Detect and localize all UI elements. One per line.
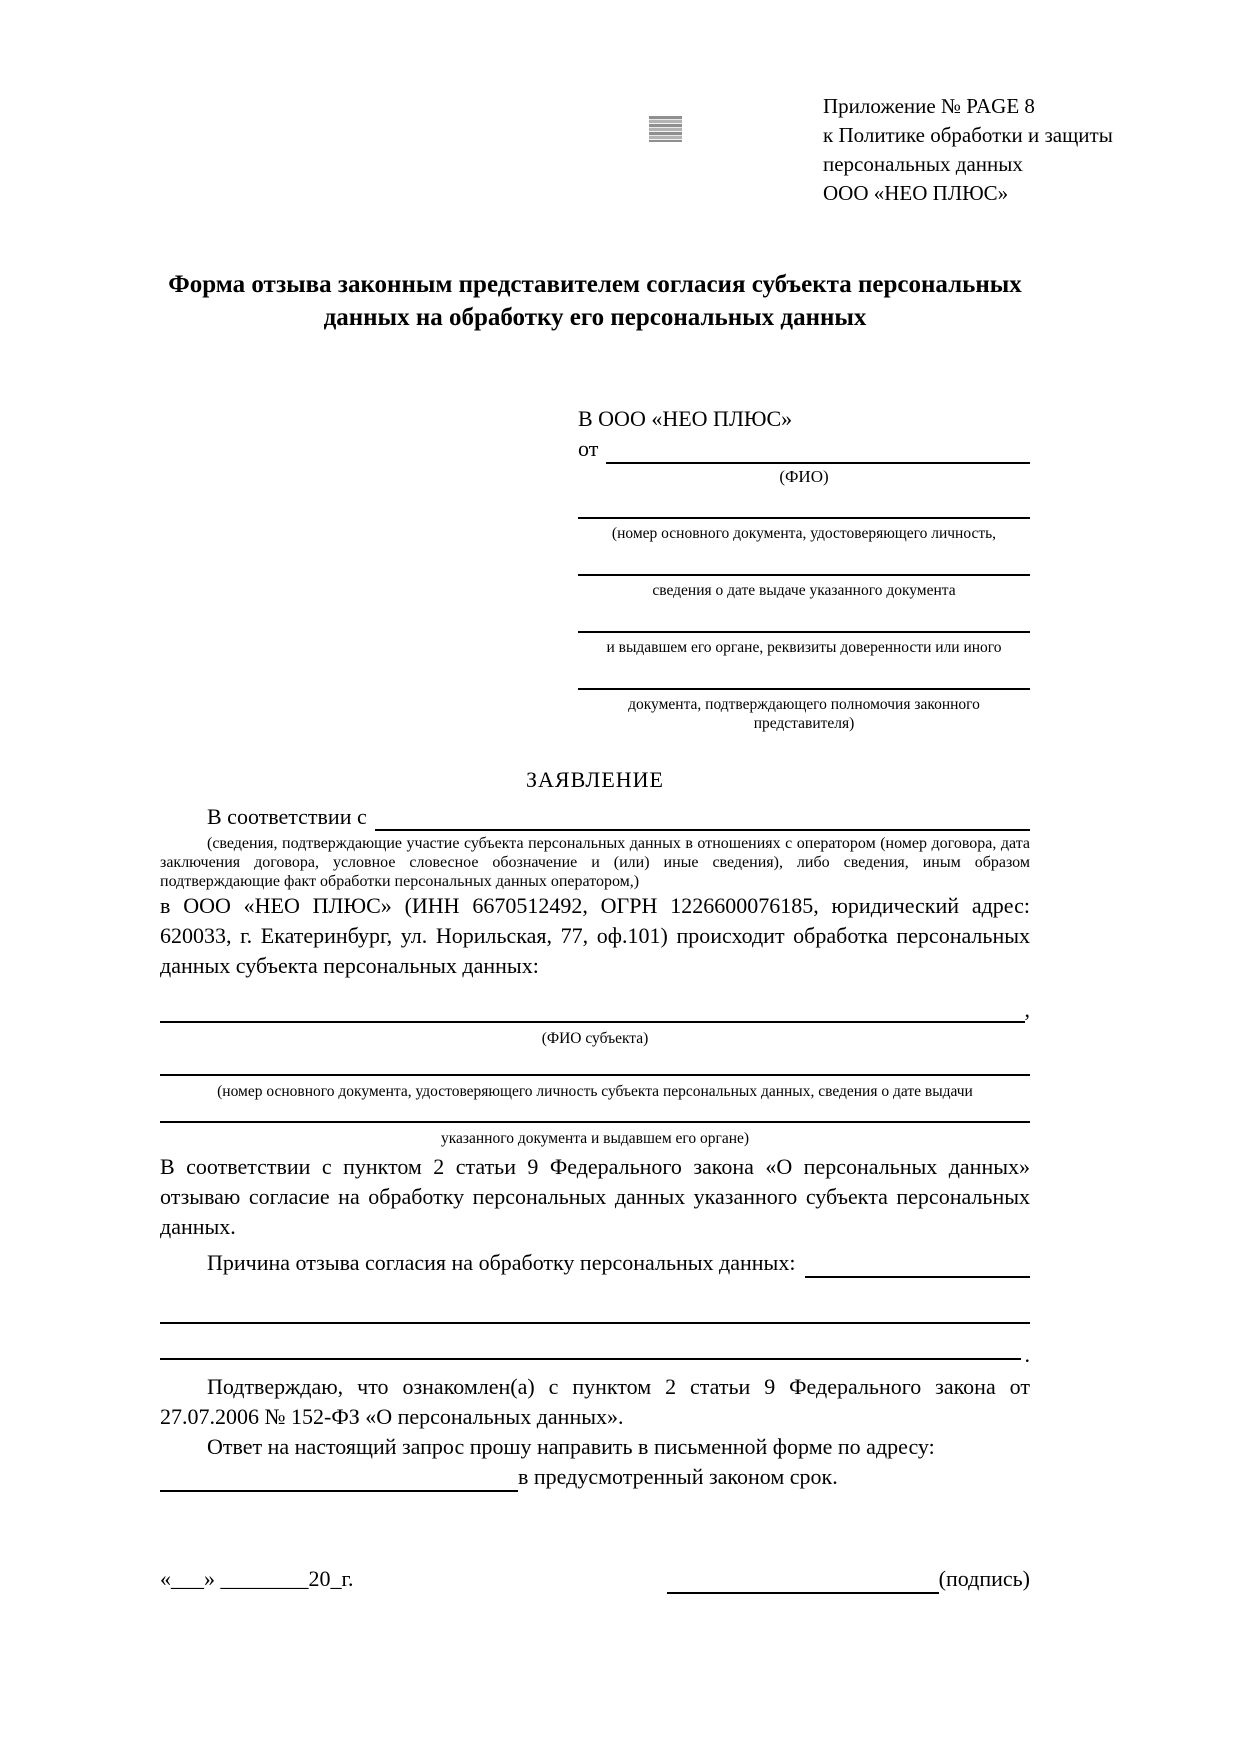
blank-line-doc-issuer	[578, 631, 1030, 633]
appendix-header-line: персональных данных	[823, 152, 1023, 176]
footer-row	[160, 1564, 1030, 1594]
blank-line-accordance	[375, 829, 1030, 831]
doc-caption-1: (номер основного документа, удостоверяющего личность,	[611, 525, 997, 542]
signature-caption: (подпись)	[938, 1566, 1030, 1591]
reply-tail: в предусмотренный законом срок.	[518, 1464, 838, 1489]
blank-line-doc-date	[578, 574, 1030, 576]
blank-line-reason	[805, 1276, 1030, 1278]
blank-line-reply-address	[160, 1490, 518, 1492]
appendix-header-line: к Политике обработки и защиты	[823, 123, 1113, 147]
date-blank: «___» ________20_г.	[160, 1566, 354, 1591]
blank-line-fio	[606, 462, 1030, 464]
fine-print-note: (сведения, подтверждающие участие субъекта персональных данных в отношениях с оператором (номер договора, дата заключения договора, условное словесное обозначение и (или) иные сведения), либо сведения, иным образом подтверждающие факт обработки персональных данных оператором,)	[160, 835, 1030, 890]
blank-line-signature	[667, 1592, 939, 1594]
in-accordance-label: В соответствии с	[207, 804, 367, 829]
subject-fio-caption: (ФИО субъекта)	[541, 1030, 649, 1047]
form-title: Форма отзыва законным представителем согласия субъекта персональных данных на обработку его персональных данных	[168, 271, 1022, 331]
subject-fio-comma: ,	[1024, 997, 1030, 1022]
doc-caption-4: документа, подтверждающего полномочия законного представителя)	[628, 696, 980, 732]
subject-doc-caption-1: (номер основного документа, удостоверяющего личность субъекта персональных данных, сведения о дате выдачи	[217, 1083, 973, 1100]
reason-label: Причина отзыва согласия на обработку персональных данных:	[207, 1250, 796, 1275]
operator-paragraph: в ООО «НЕО ПЛЮС» (ИНН 6670512492, ОГРН 1226600076185, юридический адрес: 620033, г. Екатеринбург, ул. Норильская, 77, оф.101) происходит обработка персональных данных субъекта персональных данных:	[160, 893, 1030, 978]
fio-caption: (ФИО)	[779, 467, 829, 486]
blank-line-reason-2	[160, 1322, 1030, 1324]
statement-heading: ЗАЯВЛЕНИЕ	[526, 767, 664, 792]
withdraw-paragraph: В соответствии с пунктом 2 статьи 9 Федерального закона «О персональных данных» отзываю согласие на обработку персональных данных указанного субъекта персональных данных.	[160, 1154, 1030, 1239]
reason-last-line	[160, 1342, 1030, 1367]
confirm-paragraph: Подтверждаю, что ознакомлен(а) с пунктом 2 статьи 9 Федерального закона от 27.07.2006 № 152-ФЗ «О персональных данных».	[160, 1374, 1030, 1429]
appendix-header-line: ООО «НЕО ПЛЮС»	[823, 181, 1009, 205]
addressee-block	[578, 404, 1030, 733]
blank-line-subject-doc	[160, 1074, 1030, 1076]
blank-line-reason-3	[160, 1358, 1021, 1360]
blank-line-subject-doc-2	[160, 1121, 1030, 1123]
blank-line-subject-fio	[160, 1021, 1025, 1023]
addressee-to: В ООО «НЕО ПЛЮС»	[578, 406, 793, 431]
blank-line-doc-authority	[578, 688, 1030, 690]
from-label: от	[578, 436, 599, 461]
doc-caption-2: сведения о дате выдаче указанного документа	[652, 582, 956, 599]
in-accordance-row	[160, 803, 1030, 831]
reason-row	[160, 1248, 1030, 1278]
reply-paragraph: Ответ на настоящий запрос прошу направить в письменной форме по адресу:	[207, 1434, 935, 1459]
subject-fio-row	[160, 997, 1030, 1023]
doc-caption-3: и выдавшем его органе, реквизиты доверенности или иного	[606, 639, 1002, 656]
reason-period: .	[1024, 1342, 1030, 1367]
appendix-header-line: Приложение № PAGE 8	[823, 94, 1035, 118]
blank-line-doc-number	[578, 517, 1030, 519]
subject-doc-caption-2: указанного документа и выдавшем его органе)	[440, 1130, 750, 1147]
reply-address-row	[160, 1462, 1030, 1492]
signature-group	[667, 1564, 1030, 1594]
from-row	[578, 434, 1030, 464]
document-content	[160, 0, 1030, 1594]
